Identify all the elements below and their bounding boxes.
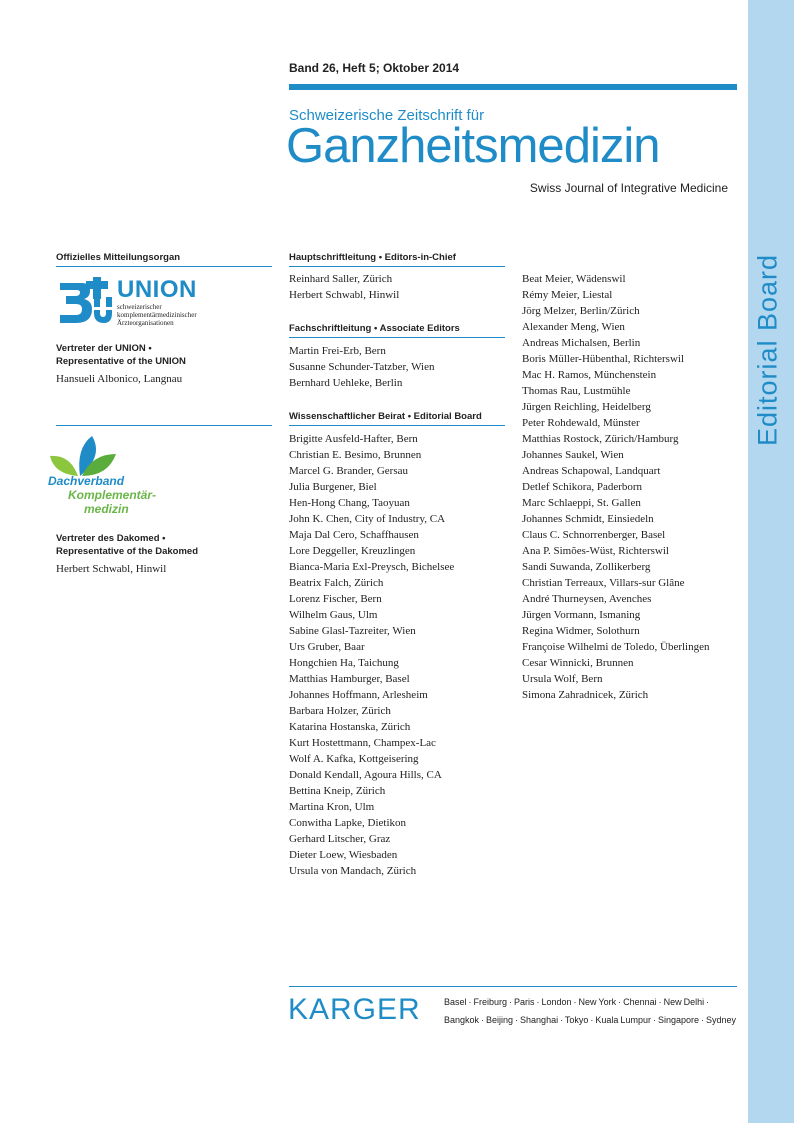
union-rep-heading <box>56 342 186 368</box>
union-subtext-line: Ärzteorganisationen <box>117 319 174 327</box>
list-item: Gerhard Litscher, Graz <box>289 833 391 845</box>
editorial-board-column-1 <box>289 431 454 879</box>
list-item: Martina Kron, Ulm <box>289 801 375 813</box>
issue-info: Band 26, Heft 5; Oktober 2014 <box>289 61 460 75</box>
list-item: Hen-Hong Chang, Taoyuan <box>289 497 410 509</box>
list-item: Ana P. Simões-Wüst, Richterswil <box>522 545 669 557</box>
sidebar-band <box>748 0 794 1123</box>
editorial-board-heading: Wissenschaftlicher Beirat • Editorial Board <box>289 411 505 426</box>
list-item: André Thurneysen, Avenches <box>522 593 652 605</box>
list-item: Jürgen Vormann, Ismaning <box>522 609 641 621</box>
list-item: Reinhard Saller, Zürich <box>289 273 393 285</box>
header-bar <box>289 84 737 90</box>
dakomed-logo-line: Komplementär- <box>68 488 157 502</box>
list-item: Bernhard Uehleke, Berlin <box>289 377 403 389</box>
list-item: Peter Rohdewald, Münster <box>522 417 640 429</box>
list-item: Sandi Suwanda, Zollikerberg <box>522 561 651 573</box>
editors-in-chief-heading: Hauptschriftleitung • Editors-in-Chief <box>289 252 505 267</box>
list-item: Sabine Glasl-Tazreiter, Wien <box>289 625 416 637</box>
list-item: Johannes Schmidt, Einsiedeln <box>522 513 654 525</box>
list-item: Thomas Rau, Lustmühle <box>522 385 631 397</box>
dakomed-logo-line: medizin <box>84 502 129 516</box>
list-item: Wilhelm Gaus, Ulm <box>289 609 378 621</box>
list-item: Johannes Saukel, Wien <box>522 449 624 461</box>
list-item: Herbert Schwabl, Hinwil <box>289 289 400 301</box>
list-item: Lorenz Fischer, Bern <box>289 593 382 605</box>
list-item: Jürgen Reichling, Heidelberg <box>522 401 651 413</box>
dakomed-logo-text <box>48 474 157 516</box>
associate-editors-heading: Fachschriftleitung • Associate Editors <box>289 323 505 338</box>
official-organ-heading: Offizielles Mitteilungsorgan <box>56 252 272 267</box>
list-item: Andreas Michalsen, Berlin <box>522 337 641 349</box>
list-item: Dieter Loew, Wiesbaden <box>289 849 398 861</box>
list-item: Maja Dal Cero, Schaffhausen <box>289 529 419 541</box>
list-item: Beat Meier, Wädenswil <box>522 273 626 285</box>
union-logo-icon <box>56 277 114 329</box>
list-item: Boris Müller-Hübenthal, Richterswil <box>522 353 685 365</box>
list-item: Matthias Rostock, Zürich/Hamburg <box>522 433 679 445</box>
list-item: Mac H. Ramos, Münchenstein <box>522 369 657 381</box>
list-item: Marcel G. Brander, Gersau <box>289 465 408 477</box>
list-item: Beatrix Falch, Zürich <box>289 577 384 589</box>
list-item: Conwitha Lapke, Dietikon <box>289 817 407 829</box>
list-item: Ursula von Mandach, Zürich <box>289 865 417 877</box>
dakomed-logo-line: Dachverband <box>48 474 125 488</box>
list-item: Julia Burgener, Biel <box>289 481 377 493</box>
editors-in-chief-list <box>289 271 399 303</box>
list-item: Marc Schlaeppi, St. Gallen <box>522 497 641 509</box>
union-subtext-line: schweizerischer <box>117 303 162 311</box>
dakomed-leaf-icon <box>48 434 118 478</box>
list-item: Brigitte Ausfeld-Hafter, Bern <box>289 433 418 445</box>
list-item: Wolf A. Kafka, Kottgeisering <box>289 753 419 765</box>
list-item: Detlef Schikora, Paderborn <box>522 481 643 493</box>
list-item: Susanne Schunder-Tatzber, Wien <box>289 361 435 373</box>
union-logo-subtext <box>117 303 197 327</box>
publisher-cities-line-1: Basel · Freiburg · Paris · London · New York · Chennai · New Delhi · <box>444 997 710 1007</box>
list-item: Kurt Hostettmann, Champex-Lac <box>289 737 436 749</box>
list-item: Bettina Kneip, Zürich <box>289 785 386 797</box>
list-item: Bianca-Maria Exl-Preysch, Bichelsee <box>289 561 455 573</box>
journal-subtitle: Schweizerische Zeitschrift für <box>289 107 485 124</box>
list-item: Andreas Schapowal, Landquart <box>522 465 661 477</box>
list-item: Jörg Melzer, Berlin/Zürich <box>522 305 640 317</box>
editorial-board-column-2 <box>522 271 709 703</box>
list-item: Hongchien Ha, Taichung <box>289 657 399 669</box>
footer-divider <box>289 986 737 987</box>
list-item: Françoise Wilhelmi de Toledo, Überlingen <box>522 641 710 653</box>
journal-title: Ganzheitsmedizin <box>286 119 660 173</box>
union-subtext-line: komplementärmedizinischer <box>117 311 197 319</box>
list-item: Christian E. Besimo, Brunnen <box>289 449 422 461</box>
union-logo-text: UNION <box>117 276 197 303</box>
list-item: Johannes Hoffmann, Arlesheim <box>289 689 428 701</box>
list-item: Alexander Meng, Wien <box>522 321 625 333</box>
list-item: Matthias Hamburger, Basel <box>289 673 410 685</box>
list-item: Lore Deggeller, Kreuzlingen <box>289 545 416 557</box>
list-item: Donald Kendall, Agoura Hills, CA <box>289 769 442 781</box>
list-item: Simona Zahradnicek, Zürich <box>522 689 649 701</box>
union-rep-heading-line: Vertreter der UNION • <box>56 343 152 354</box>
list-item: Cesar Winnicki, Brunnen <box>522 657 634 669</box>
publisher-logo: KARGER <box>288 993 421 1026</box>
divider <box>56 425 272 426</box>
union-rep-name: Hansueli Albonico, Langnau <box>56 373 183 385</box>
list-item: Martin Frei-Erb, Bern <box>289 345 386 357</box>
dakomed-rep-name: Herbert Schwabl, Hinwil <box>56 563 167 575</box>
list-item: Ursula Wolf, Bern <box>522 673 603 685</box>
journal-english-title: Swiss Journal of Integrative Medicine <box>529 181 728 195</box>
associate-editors-list <box>289 343 434 391</box>
dakomed-rep-heading-line: Representative of the Dakomed <box>56 546 199 557</box>
list-item: Barbara Holzer, Zürich <box>289 705 391 717</box>
sidebar-label: Editorial Board <box>752 253 783 447</box>
list-item: Katarina Hostanska, Zürich <box>289 721 411 733</box>
dakomed-rep-heading-line: Vertreter des Dakomed • <box>56 533 166 544</box>
list-item: Christian Terreaux, Villars-sur Glâne <box>522 577 685 589</box>
list-item: John K. Chen, City of Industry, CA <box>289 513 446 525</box>
publisher-cities-line-2: Bangkok · Beijing · Shanghai · Tokyo · Kuala Lumpur · Singapore · Sydney <box>444 1015 736 1025</box>
list-item: Rémy Meier, Liestal <box>522 289 613 301</box>
list-item: Regina Widmer, Solothurn <box>522 625 640 637</box>
union-rep-heading-line: Representative of the UNION <box>56 356 186 367</box>
list-item: Urs Gruber, Baar <box>289 641 365 653</box>
dakomed-rep-heading <box>56 532 198 558</box>
list-item: Claus C. Schnorrenberger, Basel <box>522 529 666 541</box>
